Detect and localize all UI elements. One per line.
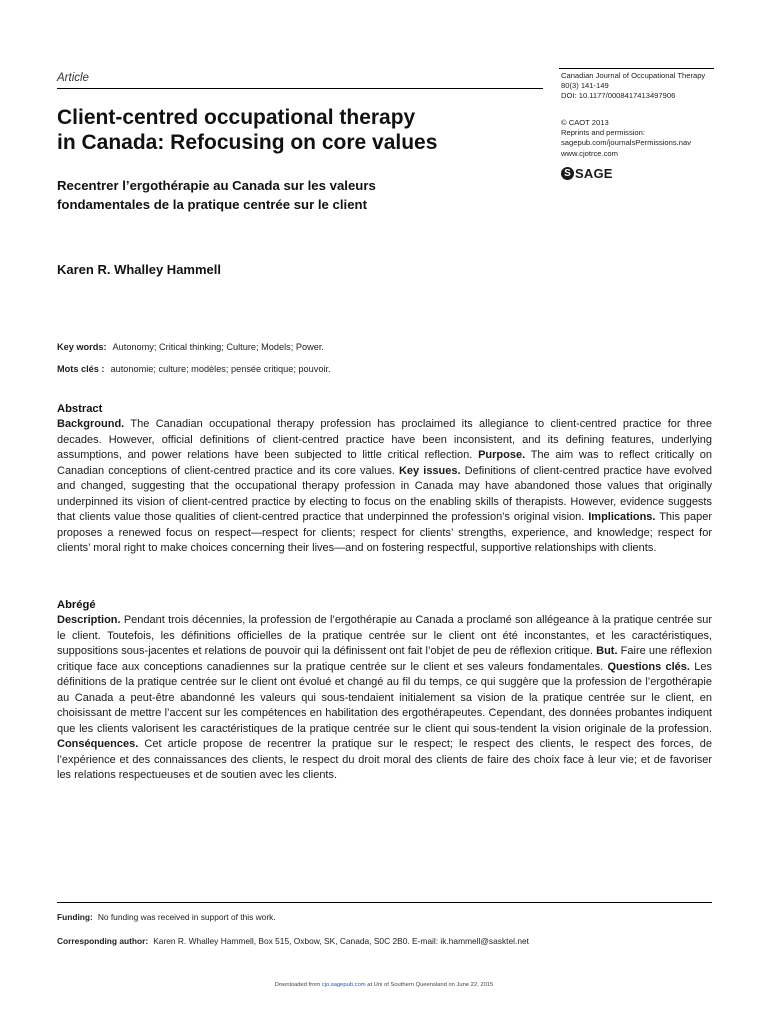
- sage-logo: [561, 165, 613, 181]
- keywords-english: [57, 342, 324, 352]
- journal-name: Canadian Journal of Occupational Therapy: [561, 71, 706, 80]
- abrege-but-text: Faire une réflexion critique face aux conceptions canadiennes sur la pratique centrée sur le client et ses valeurs fondamentales.: [57, 645, 712, 673]
- article-title: [57, 105, 527, 155]
- abstract-purpose-text: The aim was to reflect critically on Canadian conceptions of client-centred practice and its core values.: [57, 449, 712, 477]
- keywords-french-label: Mots clés :: [57, 364, 105, 374]
- copyright-line: © CAOT 2013: [561, 118, 609, 127]
- keywords-english-label: Key words:: [57, 342, 107, 352]
- corresponding-author-note: [57, 936, 529, 946]
- download-prefix: Downloaded from: [274, 982, 322, 988]
- journal-website-link[interactable]: www.cjotrce.com: [561, 148, 618, 158]
- abstract-body: [57, 417, 712, 557]
- keywords-french: [57, 364, 331, 374]
- corresponding-label: Corresponding author:: [57, 936, 149, 946]
- funding-text: No funding was received in support of this work.: [97, 912, 276, 922]
- sage-s-icon: S: [561, 167, 574, 180]
- article-type-label: Article: [57, 72, 89, 84]
- abstract-heading: Abstract: [57, 403, 103, 415]
- sage-logo-text: SAGE: [575, 165, 613, 181]
- abstract-key-issues-text: Definitions of client-centred practice have evolved and changed, suggesting that the occupational therapy profession in Canada may have abandoned those values that originally underpinned its vision of client-centred practice by electing to focus on the enabling skills of therapists. However, evidence suggests that clients value those qualities of client-centred practice that underpinned the profession’s original vision.: [57, 464, 712, 523]
- header-divider-left: [57, 88, 543, 89]
- abstract-implications-text: This paper proposes a renewed focus on respect—respect for clients; respect for clients’ strengths, experience, and knowledge; respect for clients’ moral right to make choices concerning their lives—and on fostering respectful, supportive relationships with clients.: [57, 511, 712, 554]
- title-line-2: in Canada: Refocusing on core values: [57, 131, 438, 154]
- abrege-consequences-label: Conséquences.: [57, 738, 139, 750]
- footnote-divider: [57, 902, 712, 903]
- abrege-description-label: Description.: [57, 614, 121, 626]
- journal-doi[interactable]: DOI: 10.1177/0008417413497906: [561, 91, 676, 101]
- funding-note: [57, 912, 276, 922]
- abstract-key-issues-label: Key issues.: [398, 464, 461, 477]
- abstract-background-label: Background.: [57, 418, 125, 430]
- abstract-purpose-label: Purpose.: [478, 449, 526, 461]
- keywords-english-text: Autonomy; Critical thinking; Culture; Models; Power.: [112, 342, 324, 352]
- abrege-heading: Abrégé: [57, 599, 96, 611]
- subtitle-line-1: Recentrer l’ergothérapie au Canada sur les valeurs: [57, 178, 376, 193]
- download-source-link[interactable]: cjo.sagepub.com: [321, 982, 366, 988]
- title-line-1: Client-centred occupational therapy: [57, 106, 416, 129]
- corresponding-text: Karen R. Whalley Hammell, Box 515, Oxbow, SK, Canada, S0C 2B0. E-mail: ik.hammell@sasktel.net: [153, 936, 529, 946]
- keywords-french-text: autonomie; culture; modèles; pensée critique; pouvoir.: [110, 364, 331, 374]
- abrege-but-label: But.: [596, 645, 618, 657]
- abrege-questions-label: Questions clés.: [607, 660, 690, 673]
- subtitle-line-2: fondamentales de la pratique centrée sur le client: [57, 197, 368, 212]
- abrege-questions-text: Les définitions de la pratique centrée sur le client ont évolué et changé au fil du temps, ce qui suggère que la profession de l’ergothérapie au Canada a peut-être abandonné les valeurs qui sous-tendaient initialement sa vision de la pratique centrée sur le client, en choisissant de mettre l’accent sur les compétences en habilitation des ergothérapeutes. Cependant, des données probantes indiquent que les clients valorisent les caractéristiques de la pratique centrée sur le client qui sous-tendent la vision originale de la profession.: [57, 660, 713, 735]
- abrege-consequences-text: Cet article propose de recentrer la pratique sur le respect; le respect des clients, le respect des forces, de l’expérience et des connaissances des clients, le respect du droit moral des clients de faire des choix face à leur vie; et de favoriser les relations respectueuses et de soutien avec les clients.: [57, 738, 712, 781]
- funding-label: Funding:: [57, 912, 93, 922]
- article-subtitle-french: [57, 176, 527, 214]
- copyright-info: [561, 118, 721, 159]
- abrege-description-text: Pendant trois décennies, la profession de l’ergothérapie au Canada a proclamé son allégeance à la pratique centrée sur le client. Toutefois, les définitions officielles de la pratique centrée sur le client ont été inconstantes, et les caractéristiques, suppositions sous-jacentes et relations de pouvoir qui la définissent ont fait l’objet de peu de réflexion critique.: [57, 614, 712, 657]
- abstract-implications-label: Implications.: [588, 511, 656, 523]
- download-notice: [0, 982, 768, 988]
- permissions-link[interactable]: sagepub.com/journalsPermissions.nav: [561, 138, 692, 148]
- abstract-background-text: The Canadian occupational therapy profession has proclaimed its allegiance to client-centred practice for three decades. However, official definitions of client-centred practice have been inconsistent, and its defining features, underlying assumptions, and power relations have been subjected to little critical reflection.: [57, 418, 712, 461]
- journal-info: [561, 71, 721, 102]
- journal-volume: 80(3) 141-149: [561, 81, 609, 91]
- author-name: Karen R. Whalley Hammell: [57, 262, 221, 277]
- reprints-label: Reprints and permission:: [561, 128, 645, 138]
- download-suffix: at Uni of Southern Queensland on June 22, 2015: [365, 982, 494, 988]
- header-divider-right: [559, 68, 714, 69]
- abrege-body: [57, 613, 712, 784]
